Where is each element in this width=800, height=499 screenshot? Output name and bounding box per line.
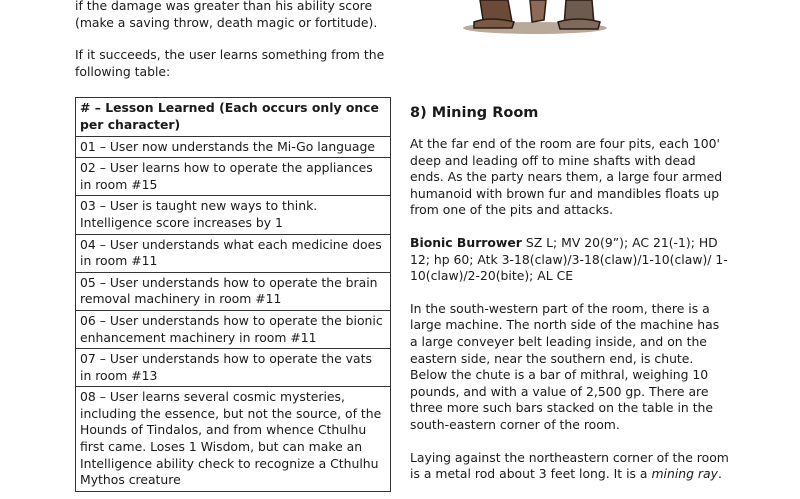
table-row bbox=[76, 272, 391, 310]
table-cell: 08 – User learns several cosmic mysteries, including the essence, but not the source, of the Hounds of Tindalos, and from whence Cthulhu first came. Loses 1 Wisdom, but can make an Intelligence ability check to recognize a Cthulhu Mythos creature bbox=[76, 387, 391, 492]
table-cell: 01 – User now understands the Mi-Go language bbox=[76, 136, 391, 158]
success-paragraph: If it succeeds, the user learns something from the following table: bbox=[75, 47, 385, 79]
left-column bbox=[75, 0, 393, 492]
monster-stats: SZ L; MV 20(9”); AC 21(-1); HD 12; hp 60; Atk 3-18(claw)/3-18(claw)/1-10(claw)/ 1-10(claw)/2-20(bite); AL CE bbox=[410, 234, 728, 284]
table-header-row bbox=[76, 98, 391, 136]
table-row bbox=[76, 310, 391, 348]
monster-name: Bionic Burrower bbox=[410, 234, 522, 250]
rod-paragraph bbox=[410, 450, 730, 483]
rod-text: Laying against the northeastern corner of the room is a metal rod about 3 feet long. It is a bbox=[410, 449, 729, 482]
mining-ray-term: mining ray bbox=[651, 466, 718, 482]
table-cell: 06 – User understands how to operate the bionic enhancement machinery in room #11 bbox=[76, 310, 391, 348]
table-cell: 03 – User is taught new ways to think. Intelligence score increases by 1 bbox=[76, 196, 391, 234]
table-row bbox=[76, 349, 391, 387]
rod-text-end: . bbox=[717, 466, 722, 482]
table-row bbox=[76, 158, 391, 196]
table-row bbox=[76, 136, 391, 158]
table-row bbox=[76, 234, 391, 272]
right-column bbox=[410, 0, 730, 499]
table-row bbox=[76, 387, 391, 492]
table-cell: 02 – User learns how to operate the appliances in room #15 bbox=[76, 158, 391, 196]
table-cell: 07 – User understands how to operate the vats in room #13 bbox=[76, 349, 391, 387]
lesson-table bbox=[75, 97, 391, 491]
machine-paragraph: In the south-western part of the room, there is a large machine. The north side of the machine has a large conveyer belt leading inside, and on the eastern side, near the southern end, is chute. Below the chute is a bar of mithral, weighing 10 pounds, and with a value of 2,500 gp. There are three more such bars stacked on the table in the south-eastern corner of the room. bbox=[410, 300, 720, 432]
table-cell: 05 – User understands how to operate the brain removal machinery in room #11 bbox=[76, 272, 391, 310]
stat-block bbox=[410, 235, 730, 285]
intro-paragraph: if the damage was greater than his ability score (make a saving throw, death magic or fortitude). bbox=[75, 0, 378, 30]
table-header: # – Lesson Learned (Each occurs only once per character) bbox=[76, 98, 391, 136]
section-heading: 8) Mining Room bbox=[410, 105, 539, 121]
pits-paragraph: At the far end of the room are four pits, each 100' deep and leading off to mine shafts with dead ends. As the party nears them, a large four armed humanoid with brown fur and mandibles floats up from one of the pits and attacks. bbox=[410, 136, 723, 218]
table-row bbox=[76, 196, 391, 234]
table-cell: 04 – User understands what each medicine does in room #11 bbox=[76, 234, 391, 272]
